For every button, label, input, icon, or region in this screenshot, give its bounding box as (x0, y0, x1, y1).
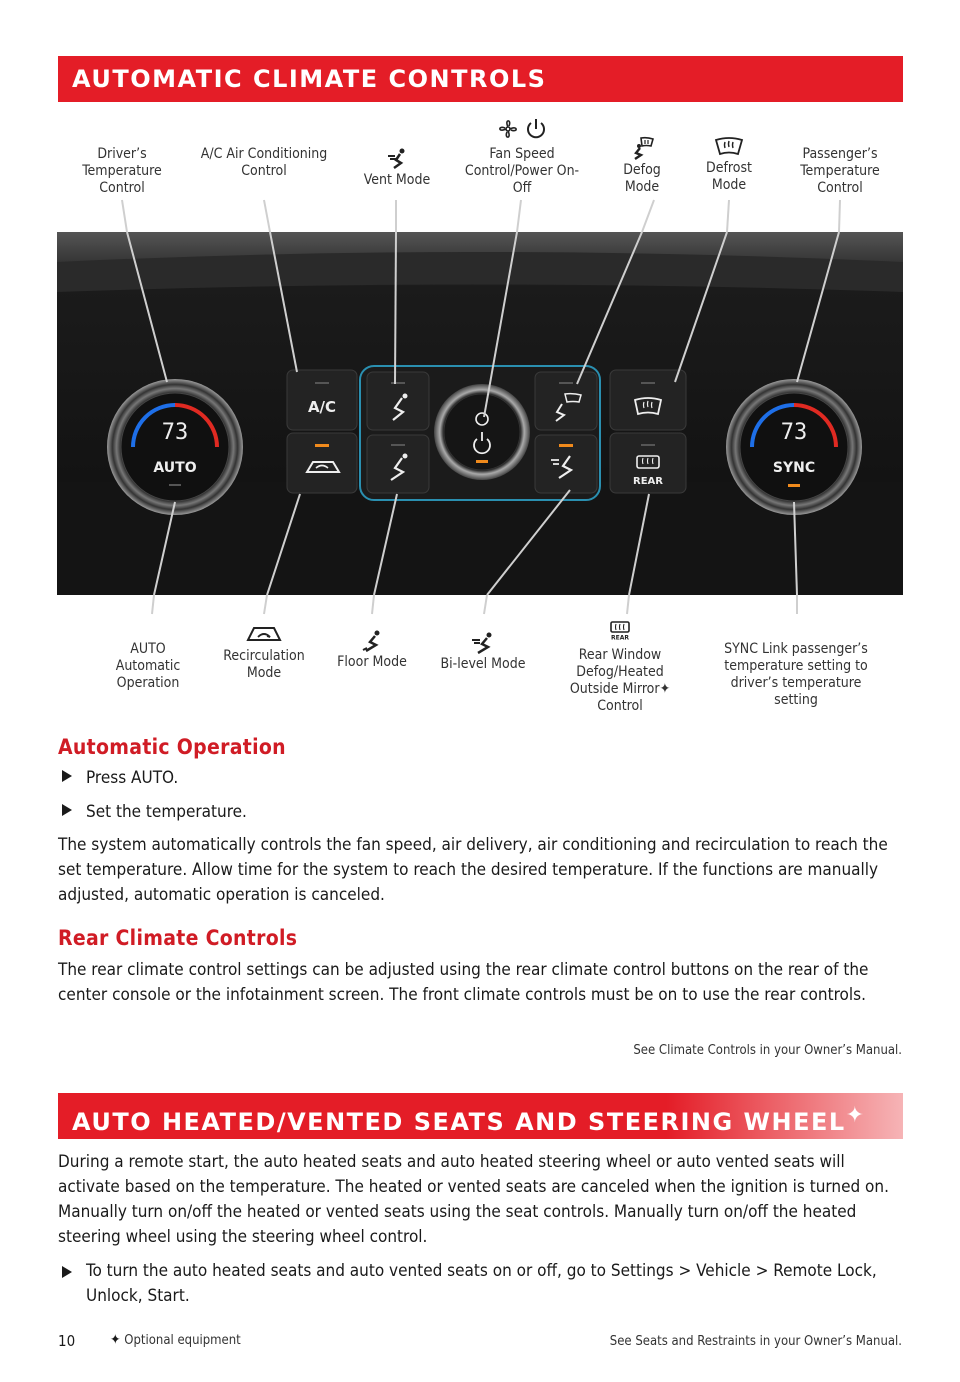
see-climate-manual: See Climate Controls in your Owner’s Manual. (633, 1043, 902, 1058)
section-banner-seats (58, 1093, 903, 1139)
sync-button-text[interactable]: SYNC (772, 460, 816, 476)
label-ac: A/C Air Conditioning Control (200, 146, 328, 179)
label-passenger-temp: Passenger’s Temperature Control (800, 146, 880, 196)
optional-text: Optional equipment (124, 1333, 241, 1348)
recirculation-text: Recirculation Mode (223, 648, 305, 681)
optional-star-icon: ✦ (845, 1103, 866, 1128)
page-number: 10 (58, 1332, 76, 1350)
heading-automatic-operation: Automatic Operation (58, 735, 286, 759)
floor-mode-text: Floor Mode (337, 654, 407, 670)
label-rear-window-defog (560, 620, 680, 715)
label-recirculation (210, 622, 318, 682)
label-auto-operation: AUTO Automatic Operation (115, 641, 181, 691)
label-driver-temp: Driver’s Temperature Control (82, 146, 162, 196)
bullet-set-temp (62, 800, 247, 825)
heading-rear-climate: Rear Climate Controls (58, 926, 298, 950)
floor-mode-icon (359, 630, 385, 652)
auto-op-paragraph: The system automatically controls the fan speed, air delivery, air conditioning and recirculation to reach the set temperature. Allow time for the system to reach the desired temperature. If the functions are manually adjusted, automatic operation is canceled. (58, 835, 888, 905)
label-bilevel-mode (440, 632, 526, 673)
bullet-text: To turn the auto heated seats and auto vented seats on or off, go to Settings > Vehicle > Remote Lock, Unlock, Start. (86, 1261, 877, 1306)
label-sync: SYNC Link passenger’s temperature setting to driver’s temperature setting (724, 641, 868, 708)
bullet-text: Press AUTO. (86, 768, 179, 788)
optional-star-icon: ✦ (110, 1332, 121, 1348)
bullet-arrow-icon (62, 1266, 72, 1278)
bullet-seats-settings (62, 1259, 892, 1309)
see-seats-manual: See Seats and Restraints in your Owner’s Manual. (609, 1334, 902, 1349)
bilevel-mode-icon (469, 632, 497, 654)
rear-icon-text: REAR (611, 634, 629, 640)
defrost-mode-text: Defrost Mode (706, 160, 752, 193)
section-title: AUTO HEATED/VENTED SEATS AND STEERING WHEEL (72, 1108, 846, 1136)
bullet-press-auto (62, 766, 178, 791)
driver-temp-readout: 73 (161, 420, 189, 445)
bilevel-mode-text: Bi-level Mode (440, 656, 526, 672)
seats-paragraph: During a remote start, the auto heated seats and auto heated steering wheel or auto vented seats will activate based on the temperature. The heated or vented seats are canceled when the ignition is turned on. Manually turn on/off the heated or vented seats using the seat controls. Manually turn on/off the heated steering wheel using the steering wheel control. (58, 1152, 889, 1247)
callout-lines-outside (0, 0, 960, 640)
rear-climate-paragraph: The rear climate control settings can be adjusted using the rear climate control buttons on the rear of the center console or the infotainment screen. The front climate controls must be on to use the rear controls. (58, 960, 869, 1005)
bullet-arrow-icon (62, 770, 72, 782)
rear-button-text: REAR (633, 476, 663, 487)
bullet-text: Set the temperature. (86, 802, 247, 822)
bullet-arrow-icon (62, 804, 72, 816)
ac-button-text: A/C (307, 398, 337, 416)
defog-mode-text: Defog Mode (623, 162, 661, 195)
recirculation-icon (244, 622, 284, 646)
auto-button-text[interactable]: AUTO (153, 460, 197, 476)
optional-equipment-note (110, 1332, 241, 1348)
fan-speed-text: Fan Speed Control/Power On-Off (464, 146, 580, 196)
label-floor-mode (326, 630, 418, 671)
rear-window-text: Rear Window Defog/Heated Outside Mirror✦ Control (569, 647, 671, 714)
vent-mode-text: Vent Mode (363, 172, 431, 188)
passenger-temp-readout: 73 (780, 420, 808, 445)
rear-defog-icon (609, 620, 631, 640)
section-title: AUTOMATIC CLIMATE CONTROLS (72, 65, 547, 93)
